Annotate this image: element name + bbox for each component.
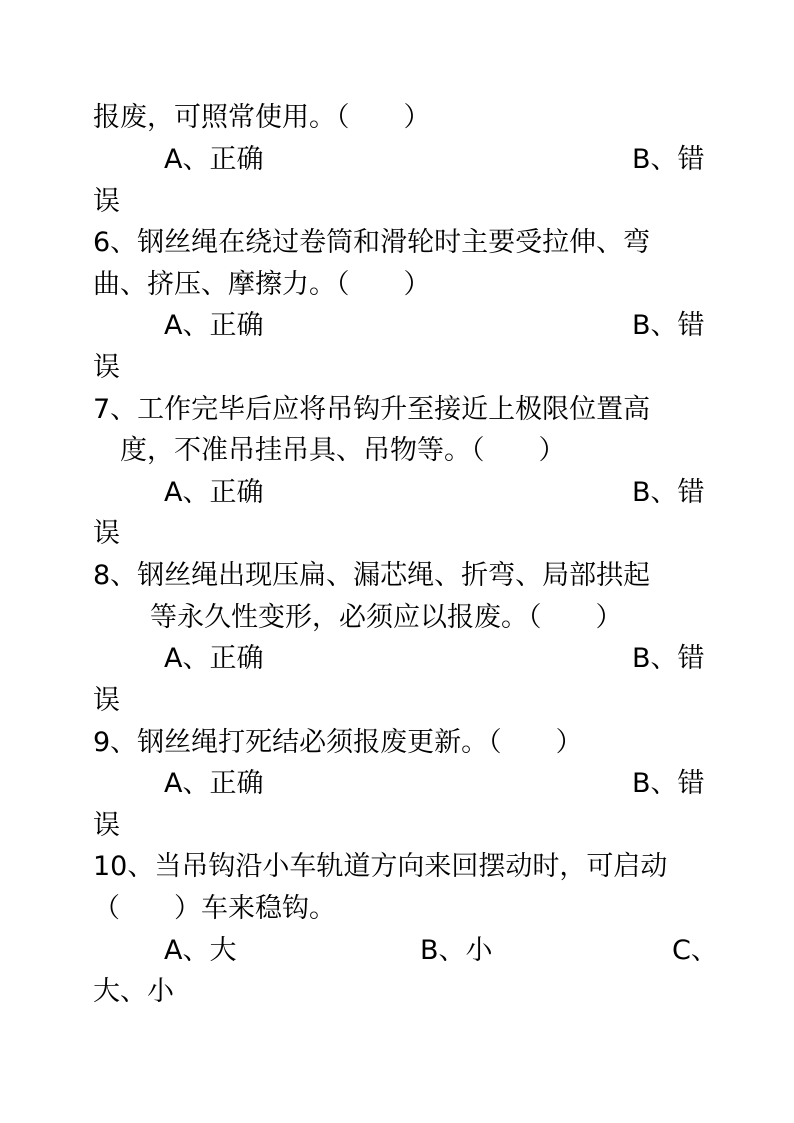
q8-option-a: A、正确	[164, 643, 264, 674]
q7-stem-line2: 度，不准吊挂吊具、吊物等。（ ）	[120, 435, 566, 466]
q8-stem-line2: 等永久性变形，必须应以报废。（ ）	[150, 602, 623, 633]
q6-option-b: B、错	[632, 310, 705, 341]
q10-option-b: B、小	[420, 935, 493, 966]
q6-stem-line1: 6、钢丝绳在绕过卷筒和滑轮时主要受拉伸、弯	[93, 227, 651, 258]
q6-option-a: A、正确	[164, 310, 264, 341]
q9-option-a: A、正确	[164, 768, 264, 799]
q7-option-a: A、正确	[164, 477, 264, 508]
q7-option-b: B、错	[632, 477, 705, 508]
q6-option-b-continuation: 误	[93, 352, 120, 383]
q10-option-c-continuation: 大、小	[93, 976, 174, 1007]
q10-stem-line2: （ ）车来稳钩。	[93, 893, 336, 924]
q8-stem-line1: 8、钢丝绳出现压扁、漏芯绳、折弯、局部拱起	[93, 560, 651, 591]
q5-option-b-continuation: 误	[93, 186, 120, 217]
q7-option-b-continuation: 误	[93, 518, 120, 549]
q9-option-b: B、错	[632, 768, 705, 799]
q6-stem-line2: 曲、挤压、摩擦力。（ ）	[93, 269, 431, 300]
q5-option-a: A、正确	[164, 144, 264, 175]
q10-stem-line1: 10、当吊钩沿小车轨道方向来回摆动时，可启动	[93, 851, 668, 882]
q7-stem-line1: 7、工作完毕后应将吊钩升至接近上极限位置高	[93, 394, 651, 425]
q9-stem-line1: 9、钢丝绳打死结必须报废更新。（ ）	[93, 727, 583, 758]
q10-option-a: A、大	[164, 935, 237, 966]
q5-stem-continuation: 报废，可照常使用。（ ）	[93, 102, 431, 133]
q10-option-c: C、	[672, 935, 718, 966]
q8-option-b-continuation: 误	[93, 685, 120, 716]
q8-option-b: B、错	[632, 643, 705, 674]
q9-option-b-continuation: 误	[93, 810, 120, 841]
q5-option-b: B、错	[632, 144, 705, 175]
